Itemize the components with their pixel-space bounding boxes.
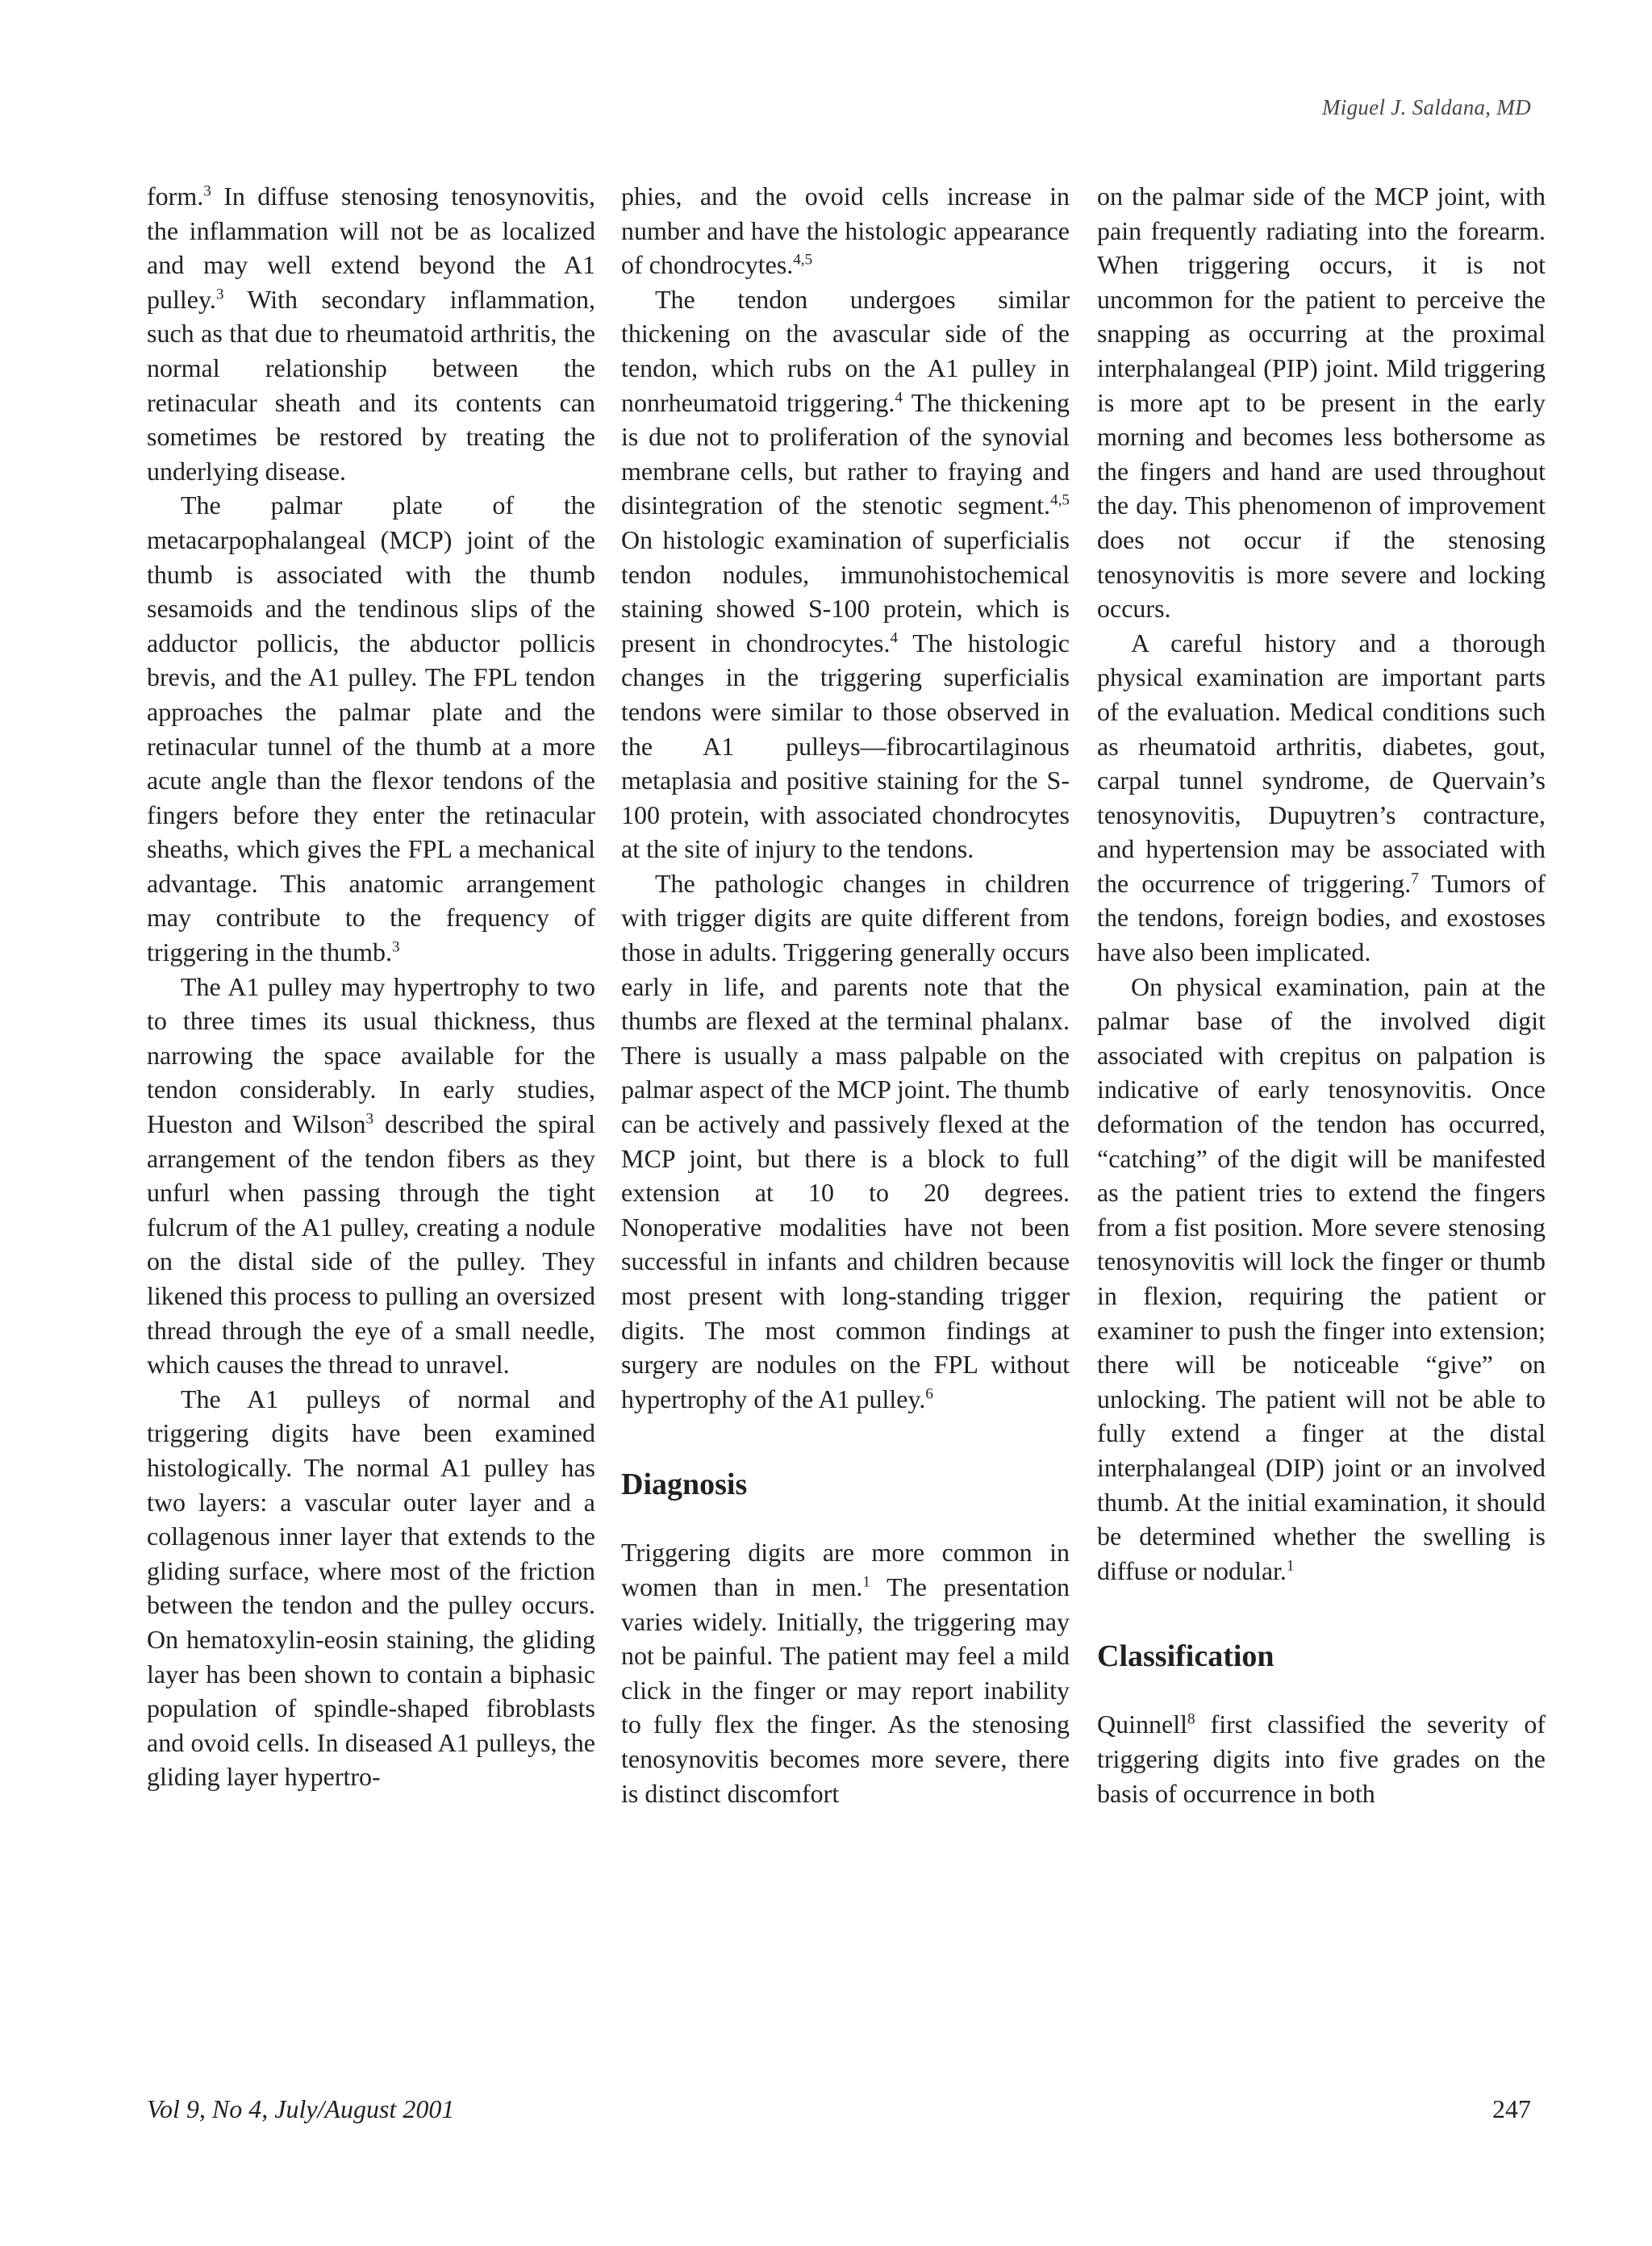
- reference-superscript: 1: [862, 1573, 871, 1591]
- reference-superscript: 8: [1187, 1710, 1195, 1728]
- reference-superscript: 4: [895, 388, 903, 406]
- reference-superscript: 1: [1286, 1557, 1295, 1575]
- reference-superscript: 4,5: [793, 251, 813, 269]
- text-column-3: [1097, 179, 1546, 1810]
- paragraph: The palmar plate of the metacarpophalangeal (MCP) joint of the thumb is associated with the thumb sesamoids and the tendinous slips of the adductor pollicis, the abductor pollicis brevis, and the A1 pulley. The FPL tendon approaches the palmar plate and the retinacular tunnel of the thumb at a more acute angle than the flexor tendons of the fingers before they enter the retinacular sheaths, which gives the FPL a mechanical advantage. This anatomic arrangement may contribute to the frequency of triggering in the thumb.$^3$: [147, 491, 595, 967]
- text-column-1: [147, 179, 595, 1794]
- paragraph: On physical examination, pain at the palmar base of the involved digit associated with crepitus on palpation is indicative of early tenosynovitis. Once deformation of the tendon has occurred, “catching” of the digit will be manifested as the patient tries to extend the fingers from a fist position. More severe stenosing tenosynovitis will lock the finger or thumb in flexion, requiring the patient or examiner to push the finger into extension; there will be noticeable “give” on unlocking. The patient will not be able to fully extend a finger at the distal interphalangeal (DIP) joint or an involved thumb. At the initial examination, it should be determined whether the swelling is diffuse or nodular.$^1$: [1097, 971, 1546, 1585]
- page-number: 247: [1492, 2094, 1531, 2123]
- journal-citation: Vol 9, No 4, July/August 2001: [147, 2094, 455, 2123]
- paragraph: The A1 pulley may hypertrophy to two to three times its usual thickness, thus narrowing the space available for the tendon considerably. In early studies, Hueston and Wilson$^3$ described the spiral arrangement of the tendon fibers as they unfurl when passing through the tight fulcrum of the A1 pulley, creating a nodule on the distal side of the pulley. They likened this process to pulling an oversized thread through the eye of a small needle, which causes the thread to unravel.: [147, 971, 596, 1380]
- reference-superscript: 3: [215, 286, 224, 303]
- paragraph: The tendon undergoes similar thickening on the avascular side of the tendon, which rubs on the A1 pulley in nonrheumatoid triggering.$^4$ The thickening is due not to proliferation of the synovial membrane cells, but rather to fraying and disintegration of the stenotic segment.$^{4,5}$ On histologic examination of superficialis tendon nodules, immunohistochemical staining showed S-100 protein, which is present in chondrocytes.$^4$ The histologic changes in the triggering superficialis tendons were similar to those observed in the A1 pulleys—fibrocartilaginous metaplasia and positive staining for the S-100 protein, with associated chondrocytes at the site of injury to the tendons.: [621, 284, 1070, 864]
- paragraph: Quinnell$^8$ first classified the severity of triggering digits into five grades on the basis of occurrence in both: [1097, 1710, 1546, 1808]
- running-head-author: Miguel J. Saldana, MD: [1321, 95, 1531, 119]
- reference-superscript: 4: [890, 629, 899, 647]
- paragraph: on the palmar side of the MCP joint, with pain frequently radiating into the forearm. When triggering occurs, it is not uncommon for the patient to perceive the snapping as occurring at the proximal interphalangeal (PIP) joint. Mild triggering is more apt to be present in the early morning and becomes less bothersome as the fingers and hand are used throughout the day. This phenomenon of improvement does not occur if the stenosing tenosynovitis is more severe and locking occurs.: [1097, 182, 1546, 624]
- text-column-2: [621, 179, 1070, 1810]
- paragraph: The A1 pulleys of normal and triggering digits have been examined histologically. The normal A1 pulley has two layers: a vascular outer layer and a collagenous inner layer that extends to the gliding surface, where most of the friction between the tendon and the pulley occurs. On hematoxylin-eosin staining, the gliding layer has been shown to contain a biphasic population of spindle-shaped fibroblasts and ovoid cells. In diseased A1 pulleys, the gliding layer hypertro-: [147, 1384, 595, 1792]
- reference-superscript: 4,5: [1050, 491, 1070, 509]
- paragraph: form.$^3$ In diffuse stenosing tenosynovitis, the inflammation will not be as localized and may well extend beyond the A1 pulley.$^3$ With secondary inflammation, such as that due to rheumatoid arthritis, the normal relationship between the retinacular sheath and its contents can sometimes be restored by treating the underlying disease.: [147, 182, 595, 486]
- paragraph: Triggering digits are more common in women than in men.$^1$ The presentation varies widely. Initially, the triggering may not be painful. The patient may feel a mild click in the finger or may report inability to fully flex the finger. As the stenosing tenosynovitis becomes more severe, there is distinct discomfort: [621, 1538, 1070, 1808]
- reference-superscript: 3: [391, 938, 400, 956]
- paragraph: The pathologic changes in children with trigger digits are quite different from those in adults. Triggering generally occurs early in life, and parents note that the thumbs are flexed at the terminal phalanx. There is usually a mass palpable on the palmar aspect of the MCP joint. The thumb can be actively and passively flexed at the MCP joint, but there is a block to full extension at 10 to 20 degrees. Nonoperative modalities have not been successful in infants and children because most present with long-standing trigger digits. The most common findings at surgery are nodules on the FPL without hypertrophy of the A1 pulley.$^6$: [621, 868, 1070, 1413]
- reference-superscript: 6: [925, 1385, 933, 1403]
- paragraph: phies, and the ovoid cells increase in number and have the histologic appearance of chondrocytes.$^{4,5}$: [621, 182, 1070, 280]
- section-heading-classification: Classification: [1097, 1639, 1274, 1674]
- reference-superscript: 3: [203, 182, 211, 200]
- reference-superscript: 7: [1411, 870, 1419, 887]
- reference-superscript: 3: [365, 1110, 374, 1128]
- section-heading-diagnosis: Diagnosis: [621, 1467, 748, 1502]
- paragraph: A careful history and a thorough physical examination are important parts of the evaluation. Medical conditions such as rheumatoid arthritis, diabetes, gout, carpal tunnel syndrome, de Quervain’s tenosynovitis, Dupuytren’s contracture, and hypertension may be associated with the occurrence of triggering.$^7$ Tumors of the tendons, foreign bodies, and exostoses have also been implicated.: [1097, 628, 1546, 967]
